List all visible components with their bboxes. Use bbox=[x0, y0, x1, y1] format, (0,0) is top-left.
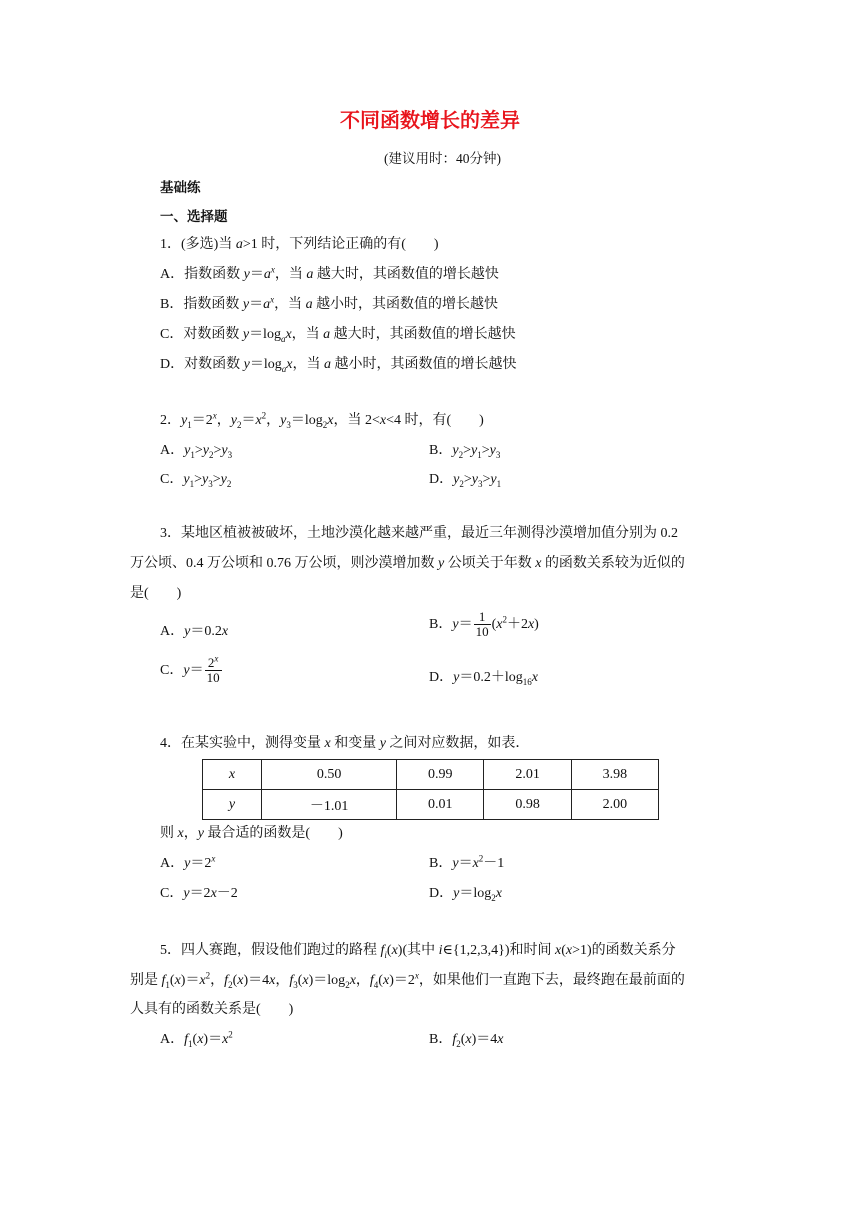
q5-option-a: A．$f_1(x)=x^2$ bbox=[160, 1029, 233, 1049]
q4-option-b: B．$y=x^2-1$ bbox=[429, 853, 505, 871]
table-row bbox=[203, 790, 659, 820]
table-cell: 0.50 bbox=[262, 760, 397, 790]
table-cell: 2.01 bbox=[484, 760, 571, 790]
page-title: 不同函数增长的差异 bbox=[340, 108, 520, 132]
table-cell: y bbox=[203, 790, 262, 820]
q5-option-b: B．$f_2(x)=4x$ bbox=[429, 1032, 504, 1049]
table-cell: 2.00 bbox=[571, 790, 658, 820]
q2-stem: 2．$y_1=2^x$，$y_2=x^2$，$y_3=\log_2x$，当 2<x<4 时，有( ) bbox=[160, 410, 484, 430]
q5-line-2: 别是 $f_1(x)=x^2$，$f_2(x)=4x$，$f_3(x)=\log_2x$，$f_4(x)=2^x$，如果他们一直跑下去，最终跑在最前面的 bbox=[130, 970, 685, 990]
data-table bbox=[202, 759, 659, 820]
table-row bbox=[203, 760, 659, 790]
q3-option-c: C．y＝ $\frac{2^x}{10}$ bbox=[160, 653, 220, 686]
q4-stem: 4．在某实验中，测得变量 x 和变量 y 之间对应数据，如表． bbox=[160, 736, 530, 751]
q1-stem: 1．(多选)当 a>1 时，下列结论正确的有( ) bbox=[160, 237, 439, 252]
q5-line-1: 5．四人赛跑，假设他们跑过的路程 $f_i(x)$(其中 i∈{1,2,3,4})和时间 x(x>1)的函数关系分 bbox=[160, 943, 676, 960]
q3-option-b: B．y＝ $\frac{1}{10}$ $(x^2+2x)$ bbox=[429, 609, 539, 640]
q3-line-1: 3．某地区植被被破坏，土地沙漠化越来越严重，最近三年测得沙漠增加值分别为 0.2 bbox=[160, 526, 678, 541]
q1-option-a: A．指数函数 $y=a^x$，当 a 越大时，其函数值的增长越快 bbox=[160, 264, 499, 282]
part-heading: 一、选择题 bbox=[160, 209, 228, 225]
table-cell: －1.01 bbox=[262, 790, 397, 820]
q4-option-d: D．$y=\log_2x$ bbox=[429, 886, 502, 903]
section-heading: 基础练 bbox=[160, 180, 201, 196]
q4-after-table: 则 x，y 最合适的函数是( ) bbox=[160, 826, 343, 841]
table-cell: 0.98 bbox=[484, 790, 571, 820]
q2-option-b: B．$y_2>y_1>y_3$ bbox=[429, 443, 501, 460]
table-cell: 3.98 bbox=[571, 760, 658, 790]
table-cell: 0.99 bbox=[397, 760, 484, 790]
q3-line-2: 万公顷、0.4 万公顷和 0.76 万公顷，则沙漠增加数 y 公顷关于年数 x 的函数关系较为近似的 bbox=[130, 556, 685, 571]
q2-option-a: A．$y_1>y_2>y_3$ bbox=[160, 443, 233, 460]
q1-option-c: C．对数函数 $y=\log_ax$，当 a 越大时，其函数值的增长越快 bbox=[160, 327, 516, 344]
table-cell: 0.01 bbox=[397, 790, 484, 820]
q1-option-b: B．指数函数 $y=a^x$，当 a 越小时，其函数值的增长越快 bbox=[160, 294, 499, 312]
q3-line-3: 是( ) bbox=[130, 586, 182, 601]
q5-line-3: 人具有的函数关系是( ) bbox=[130, 1002, 294, 1017]
q3-option-a: A．y＝0.2x bbox=[160, 624, 229, 639]
q3-option-d: D．$y=0.2+\log_{16}x$ bbox=[429, 670, 538, 687]
table-cell: x bbox=[203, 760, 262, 790]
time-suggestion: (建议用时：40分钟) bbox=[384, 151, 501, 166]
q4-option-a: A．$y=2^x$ bbox=[160, 853, 216, 871]
q2-option-d: D．$y_2>y_3>y_1$ bbox=[429, 472, 502, 489]
q2-option-c: C．$y_1>y_3>y_2$ bbox=[160, 472, 232, 489]
q1-option-d: D．对数函数 $y=\log_ax$，当 a 越小时，其函数值的增长越快 bbox=[160, 357, 517, 374]
q4-option-c: C．y＝2x－2 bbox=[160, 886, 238, 901]
